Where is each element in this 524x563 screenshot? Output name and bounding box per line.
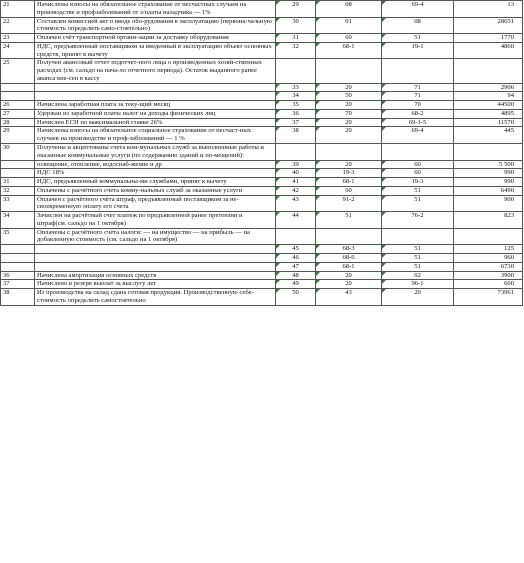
credit-account-cell: 71 bbox=[382, 92, 454, 101]
debit-account-cell: 70 bbox=[316, 109, 382, 118]
debit-account-cell: 68-6 bbox=[316, 253, 382, 262]
document-number-cell: 41 bbox=[276, 178, 316, 187]
amount-cell: 28651 bbox=[454, 17, 523, 34]
debit-account-cell: 20 bbox=[316, 271, 382, 280]
amount-cell: 4860 bbox=[454, 42, 523, 59]
amount-cell bbox=[454, 228, 523, 245]
operation-number-cell bbox=[1, 92, 35, 101]
document-number-cell: 37 bbox=[276, 118, 316, 127]
table-row bbox=[1, 34, 523, 43]
amount-cell: 1770 bbox=[454, 34, 523, 43]
credit-account-cell: 69-4 bbox=[382, 1, 454, 18]
operation-description-cell: Начислены взносы на обязательное социальное страхование от несчаст-ных случаев на производстве и проф-заболеваний — 1 % bbox=[35, 127, 276, 144]
debit-account-cell bbox=[316, 144, 382, 161]
operation-description-cell: Составлен комиссией акт о вводе обо-рудования в эксплуатацию (первона-чальную стоимость определить само-стоятельно) bbox=[35, 17, 276, 34]
debit-account-cell: 68-1 bbox=[316, 178, 382, 187]
debit-account-cell bbox=[316, 59, 382, 83]
credit-account-cell: 19-3 bbox=[382, 178, 454, 187]
amount-cell: 600 bbox=[454, 280, 523, 289]
document-number-cell: 46 bbox=[276, 253, 316, 262]
operation-number-cell bbox=[1, 160, 35, 169]
amount-cell: 5 500 bbox=[454, 160, 523, 169]
debit-account-cell: 08 bbox=[316, 1, 382, 18]
document-number-cell: 34 bbox=[276, 92, 316, 101]
document-number-cell: 32 bbox=[276, 42, 316, 59]
table-row bbox=[1, 83, 523, 92]
table-row bbox=[1, 228, 523, 245]
table-row bbox=[1, 144, 523, 161]
credit-account-cell: 51 bbox=[382, 245, 454, 254]
amount-cell bbox=[454, 59, 523, 83]
credit-account-cell: 19-1 bbox=[382, 42, 454, 59]
operation-number-cell bbox=[1, 245, 35, 254]
table-row bbox=[1, 17, 523, 34]
operation-number-cell bbox=[1, 253, 35, 262]
operation-number-cell: 25 bbox=[1, 59, 35, 83]
operation-number-cell: 37 bbox=[1, 280, 35, 289]
operation-description-cell bbox=[35, 262, 276, 271]
operation-number-cell bbox=[1, 169, 35, 178]
amount-cell: 11570 bbox=[454, 118, 523, 127]
operation-number-cell: 30 bbox=[1, 144, 35, 161]
document-number-cell: 42 bbox=[276, 186, 316, 195]
debit-account-cell: 43 bbox=[316, 289, 382, 306]
debit-account-cell: 60 bbox=[316, 34, 382, 43]
operation-number-cell bbox=[1, 262, 35, 271]
operation-description-cell: НДС, предъявленный коммунальны-ми службами, принят к вычету bbox=[35, 178, 276, 187]
amount-cell: 6730 bbox=[454, 262, 523, 271]
document-number-cell: 47 bbox=[276, 262, 316, 271]
operation-description-cell: Оплачен с расчётного счёта штраф, предъявленный поставщиком за не-своевременную оплату его счета bbox=[35, 195, 276, 212]
credit-account-cell: 51 bbox=[382, 34, 454, 43]
debit-account-cell: 20 bbox=[316, 118, 382, 127]
amount-cell: 4895 bbox=[454, 109, 523, 118]
document-number-cell: 45 bbox=[276, 245, 316, 254]
credit-account-cell: 69-1-5 bbox=[382, 118, 454, 127]
operation-number-cell: 28 bbox=[1, 118, 35, 127]
debit-account-cell bbox=[316, 228, 382, 245]
debit-account-cell: 68-3 bbox=[316, 245, 382, 254]
operation-description-cell: Начислена амортизация основных средств bbox=[35, 271, 276, 280]
table-row bbox=[1, 109, 523, 118]
operation-description-cell: Начислена заработная плата за теку-щий месяц bbox=[35, 101, 276, 110]
operation-description-cell bbox=[35, 83, 276, 92]
credit-account-cell: 08 bbox=[382, 17, 454, 34]
operation-description-cell: освещение, отопление, водоснаб-жение и др bbox=[35, 160, 276, 169]
document-number-cell: 49 bbox=[276, 280, 316, 289]
operation-number-cell: 21 bbox=[1, 1, 35, 18]
credit-account-cell: 70 bbox=[382, 101, 454, 110]
table-row bbox=[1, 169, 523, 178]
operation-number-cell: 27 bbox=[1, 109, 35, 118]
operation-description-cell bbox=[35, 92, 276, 101]
credit-account-cell: 96-1 bbox=[382, 280, 454, 289]
table-row bbox=[1, 262, 523, 271]
operation-number-cell: 33 bbox=[1, 195, 35, 212]
document-number-cell: 29 bbox=[276, 1, 316, 18]
credit-account-cell: 51 bbox=[382, 253, 454, 262]
amount-cell: 990 bbox=[454, 178, 523, 187]
debit-account-cell: 91-2 bbox=[316, 195, 382, 212]
table-row bbox=[1, 178, 523, 187]
document-number-cell: 39 bbox=[276, 160, 316, 169]
credit-account-cell: 60 bbox=[382, 160, 454, 169]
amount-cell: 2906 bbox=[454, 83, 523, 92]
debit-account-cell: 20 bbox=[316, 160, 382, 169]
operation-description-cell: Начислен ЕСН по максимальной ставке 26% bbox=[35, 118, 276, 127]
table-row bbox=[1, 186, 523, 195]
credit-account-cell: 76-2 bbox=[382, 212, 454, 229]
debit-account-cell: 01 bbox=[316, 17, 382, 34]
document-number-cell: 48 bbox=[276, 271, 316, 280]
table-row bbox=[1, 253, 523, 262]
document-number-cell bbox=[276, 59, 316, 83]
table-row bbox=[1, 92, 523, 101]
credit-account-cell: 69-4 bbox=[382, 127, 454, 144]
operation-description-cell: Оплачены с расчётного счёта налоги: — на имущество — на прибыль — на добавленную стоимость (см. сальдо на 1 октября) bbox=[35, 228, 276, 245]
operation-number-cell bbox=[1, 83, 35, 92]
credit-account-cell: 02 bbox=[382, 271, 454, 280]
operation-description-cell: Оплачены с расчётного счета комму-нальных служб за оказанные услуги bbox=[35, 186, 276, 195]
credit-account-cell bbox=[382, 144, 454, 161]
amount-cell: 960 bbox=[454, 253, 523, 262]
operation-description-cell bbox=[35, 253, 276, 262]
debit-account-cell: 51 bbox=[316, 212, 382, 229]
credit-account-cell: 71 bbox=[382, 83, 454, 92]
debit-account-cell: 50 bbox=[316, 92, 382, 101]
operation-number-cell: 32 bbox=[1, 186, 35, 195]
document-number-cell bbox=[276, 144, 316, 161]
operation-number-cell: 24 bbox=[1, 42, 35, 59]
operation-number-cell: 31 bbox=[1, 178, 35, 187]
debit-account-cell: 20 bbox=[316, 127, 382, 144]
operation-number-cell: 22 bbox=[1, 17, 35, 34]
operation-number-cell: 38 bbox=[1, 289, 35, 306]
credit-account-cell bbox=[382, 59, 454, 83]
amount-cell: 445 bbox=[454, 127, 523, 144]
table-row bbox=[1, 160, 523, 169]
credit-account-cell: 60 bbox=[382, 169, 454, 178]
amount-cell: 823 bbox=[454, 212, 523, 229]
amount-cell bbox=[454, 144, 523, 161]
credit-account-cell: 68-2 bbox=[382, 109, 454, 118]
debit-account-cell: 20 bbox=[316, 280, 382, 289]
amount-cell: 3900 bbox=[454, 271, 523, 280]
document-number-cell: 35 bbox=[276, 101, 316, 110]
operation-description-cell: Из производства на склад сдана готовая продукция. Производственную себе-стоимость определить самостоятельно bbox=[35, 289, 276, 306]
operation-description-cell: НДС 18% bbox=[35, 169, 276, 178]
debit-account-cell: 60 bbox=[316, 186, 382, 195]
table-row bbox=[1, 280, 523, 289]
amount-cell: 94 bbox=[454, 92, 523, 101]
document-number-cell: 43 bbox=[276, 195, 316, 212]
amount-cell: 125 bbox=[454, 245, 523, 254]
credit-account-cell: 51 bbox=[382, 186, 454, 195]
operation-description-cell: Удержан из заработной платы налог на доходы физических лиц bbox=[35, 109, 276, 118]
table-row bbox=[1, 271, 523, 280]
debit-account-cell: 20 bbox=[316, 101, 382, 110]
operation-description-cell bbox=[35, 245, 276, 254]
amount-cell: 990 bbox=[454, 169, 523, 178]
operation-number-cell: 35 bbox=[1, 228, 35, 245]
credit-account-cell bbox=[382, 228, 454, 245]
debit-account-cell: 20 bbox=[316, 83, 382, 92]
operation-description-cell: НДС, предъявленный поставщиком за введенный в эксплуатацию объект основных средств, принят к вычету bbox=[35, 42, 276, 59]
document-number-cell: 31 bbox=[276, 34, 316, 43]
table-row bbox=[1, 212, 523, 229]
table-row bbox=[1, 1, 523, 18]
table-row bbox=[1, 195, 523, 212]
credit-account-cell: 51 bbox=[382, 195, 454, 212]
amount-cell: 900 bbox=[454, 195, 523, 212]
operation-description-cell: Начислены взносы на обязательное страхование от несчастных случаев на производстве и профзаболеваний от з/платы наладчика — 1% bbox=[35, 1, 276, 18]
debit-account-cell: 68-1 bbox=[316, 262, 382, 271]
credit-account-cell: 20 bbox=[382, 289, 454, 306]
table-row bbox=[1, 289, 523, 306]
document-number-cell: 44 bbox=[276, 212, 316, 229]
document-number-cell: 30 bbox=[276, 17, 316, 34]
document-number-cell bbox=[276, 228, 316, 245]
operation-description-cell: Оплачен счёт транспортной органи-зации за доставку оборудования bbox=[35, 34, 276, 43]
amount-cell: 44500 bbox=[454, 101, 523, 110]
operation-number-cell: 36 bbox=[1, 271, 35, 280]
operation-number-cell: 23 bbox=[1, 34, 35, 43]
amount-cell: 73961 bbox=[454, 289, 523, 306]
operation-description-cell: Зачислен на расчётный счет платеж по предъявленной ранее претензии и штраф(см. сальдо на 1 октября) bbox=[35, 212, 276, 229]
table-row bbox=[1, 245, 523, 254]
table-row bbox=[1, 59, 523, 83]
table-row bbox=[1, 118, 523, 127]
operation-description-cell: Получен авансовый отчет подотчет-ного лица о произведенных хозяй-ственных расходах (см. сальдо на нача-ло отчетного периода). Остаток выданного ранее аванса вне-сен в кассу bbox=[35, 59, 276, 83]
amount-cell: 6490 bbox=[454, 186, 523, 195]
table-row bbox=[1, 127, 523, 144]
debit-account-cell: 19-3 bbox=[316, 169, 382, 178]
operation-number-cell: 29 bbox=[1, 127, 35, 144]
journal-rows bbox=[1, 1, 523, 306]
table-row bbox=[1, 101, 523, 110]
operation-description-cell: Начислено в резерв выплат за выслугу лет bbox=[35, 280, 276, 289]
document-number-cell: 40 bbox=[276, 169, 316, 178]
operation-description-cell: Получены и акцептованы счета ком-мунальных служб за выполненные работы и оказанные коммунальные услуги (по содержанию зданий и по-мещений): bbox=[35, 144, 276, 161]
operation-number-cell: 26 bbox=[1, 101, 35, 110]
document-number-cell: 36 bbox=[276, 109, 316, 118]
operation-number-cell: 34 bbox=[1, 212, 35, 229]
document-number-cell: 33 bbox=[276, 83, 316, 92]
amount-cell: 13 bbox=[454, 1, 523, 18]
table-row bbox=[1, 42, 523, 59]
credit-account-cell: 51 bbox=[382, 262, 454, 271]
document-number-cell: 38 bbox=[276, 127, 316, 144]
debit-account-cell: 68-1 bbox=[316, 42, 382, 59]
document-number-cell: 50 bbox=[276, 289, 316, 306]
